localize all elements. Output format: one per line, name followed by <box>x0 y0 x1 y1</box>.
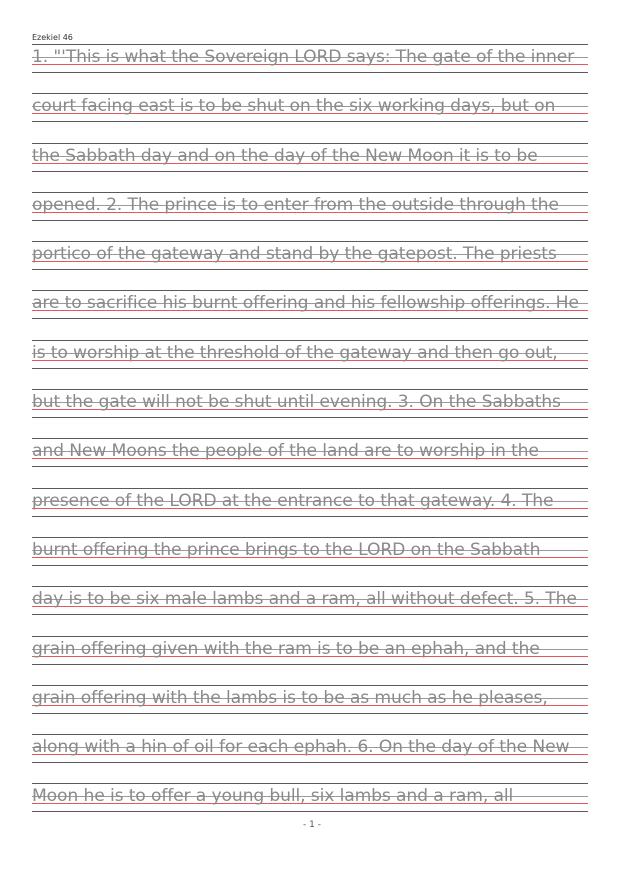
practice-line <box>32 586 588 635</box>
practice-line <box>32 734 588 783</box>
trace-text: and New Moons the people of the land are to worship in the <box>32 441 539 462</box>
trace-text: presence of the LORD at the entrance to that gateway. 4. The <box>32 490 554 511</box>
practice-line <box>32 537 588 586</box>
practice-line <box>32 636 588 685</box>
practice-line <box>32 340 588 389</box>
trace-text: Moon he is to offer a young bull, six lambs and a ram, all <box>32 786 514 807</box>
trace-text: grain offering with the lambs is to be as much as he pleases, <box>32 687 548 708</box>
trace-text: 1. "'This is what the Sovereign LORD says: The gate of the inner <box>32 47 575 67</box>
practice-line <box>32 93 588 142</box>
practice-line <box>32 290 588 339</box>
trace-text: day is to be six male lambs and a ram, all without defect. 5. The <box>32 589 577 610</box>
practice-line <box>32 241 588 290</box>
practice-line <box>32 389 588 438</box>
practice-line <box>32 143 588 192</box>
trace-text: along with a hin of oil for each ephah. 6. On the day of the New <box>32 737 570 758</box>
trace-text: but the gate will not be shut until evening. 3. On the Sabbaths <box>32 392 561 413</box>
practice-line <box>32 438 588 487</box>
practice-line <box>32 44 588 93</box>
trace-text: are to sacrifice his burnt offering and his fellowship offerings. He <box>32 293 579 314</box>
trace-text: burnt offering the prince brings to the LORD on the Sabbath <box>32 539 541 560</box>
page-number: - 1 - <box>303 820 321 830</box>
page-heading: Ezekiel 46 <box>32 33 73 42</box>
trace-text: portico of the gateway and stand by the gatepost. The priests <box>32 244 557 265</box>
practice-line <box>32 488 588 537</box>
trace-text: opened. 2. The prince is to enter from the outside through the <box>32 194 559 215</box>
practice-line <box>32 192 588 241</box>
practice-line <box>32 685 588 734</box>
trace-text: grain offering given with the ram is to be an ephah, and the <box>32 638 540 659</box>
trace-text: court facing east is to be shut on the six working days, but on <box>32 96 556 117</box>
trace-text: is to worship at the threshold of the gateway and then go out, <box>32 342 558 363</box>
trace-text: the Sabbath day and on the day of the New Moon it is to be <box>32 145 538 166</box>
handwriting-practice-sheet <box>32 44 588 833</box>
